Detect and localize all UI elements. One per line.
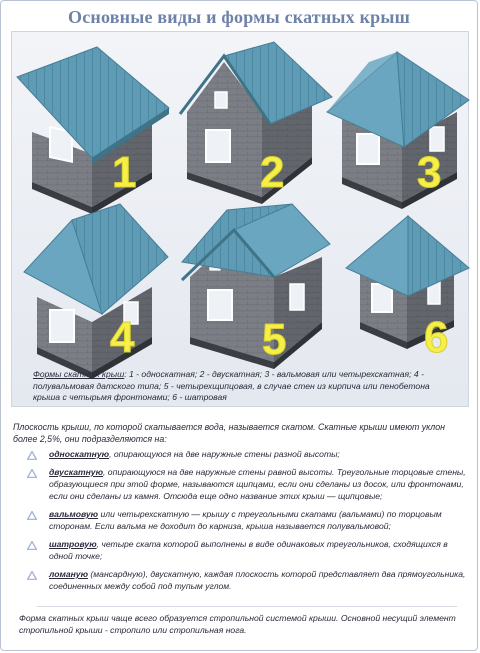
caption-text: : 1 - односкатная; 2 - двускатная; 3 - вальмовая или четырехскатная; 4 - полувальмовая датского типа; 5 - четырехщипцовая, в случае стен из кирпича или пенобетона крыша с четырьмя фронтонами; 6 - шатровая xyxy=(33,369,430,402)
roof-types-figure xyxy=(11,31,469,407)
item-text: или четырехскатную — крышу с треугольными скатами (вальмами) по торцовым сторонам. Если вальма не доходит до карниза, крыша называется полувальмовой; xyxy=(49,509,442,531)
footer-paragraph: Форма скатных крыш чаще всего образуется стропильной системой крыши. Основной несущий элемент стропильной крыши - стропило или стропильная нога. xyxy=(19,613,456,635)
divider xyxy=(37,606,457,607)
figure-caption xyxy=(33,369,448,404)
item-text: , четыре ската которой выполнены в виде одинаковых треугольников, сходящихся в одной точке; xyxy=(49,539,448,561)
item-text: , опирающуюся на две наружные стены разной высоты; xyxy=(109,449,340,459)
house-number-5: 5 xyxy=(262,315,287,364)
triangle-bullet-icon xyxy=(27,511,37,520)
roof-illustrations xyxy=(12,32,470,408)
item-term: односкатную xyxy=(49,449,110,459)
house-hip xyxy=(327,52,469,209)
house-number-2: 2 xyxy=(260,148,285,197)
house-gable xyxy=(180,42,332,204)
list-item xyxy=(13,448,468,460)
triangle-bullet-icon xyxy=(27,469,37,478)
house-number-6: 6 xyxy=(424,313,449,362)
list-item xyxy=(13,466,468,502)
list-item xyxy=(13,568,468,592)
item-term: ломаную xyxy=(49,569,89,579)
intro-paragraph: Плоскость крыши, по которой скатывается вода, называется скатом. Скатные крыши имеют уклон более 2,5%, они подразделяются на: xyxy=(13,422,445,444)
house-four-gable xyxy=(182,204,330,369)
item-text: , опирающуюся на две наружные стены равной высоты. Треугольные торцовые стены, образующиеся при этой форме, называются щипцами, если они сделаны из досок, или фронтонами, если они сделаны из камня. Отсюда еще одно название этих крыш — щипцовые; xyxy=(49,467,466,501)
triangle-bullet-icon xyxy=(27,451,37,460)
house-number-4: 4 xyxy=(110,313,135,362)
item-text: (мансардную), двускатную, каждая плоскость которой представляет два прямоугольника, соединенных между собой под тупым углом. xyxy=(49,569,466,591)
list-item xyxy=(13,508,468,532)
item-term: двускатную xyxy=(49,467,104,477)
house-number-3: 3 xyxy=(417,148,442,197)
item-term: вальмовую xyxy=(49,509,99,519)
item-term: шатровую xyxy=(49,539,97,549)
list-item xyxy=(13,538,468,562)
house-half-hip xyxy=(24,204,168,379)
roof-type-list xyxy=(13,448,468,598)
house-pavilion xyxy=(346,216,469,349)
house-mono-pitch xyxy=(17,47,169,214)
triangle-bullet-icon xyxy=(27,541,37,550)
page-title: Основные виды и формы скатных крыш xyxy=(68,7,410,27)
triangle-bullet-icon xyxy=(27,571,37,580)
house-number-1: 1 xyxy=(112,148,137,197)
caption-title: Формы скатных крыш xyxy=(33,369,125,379)
